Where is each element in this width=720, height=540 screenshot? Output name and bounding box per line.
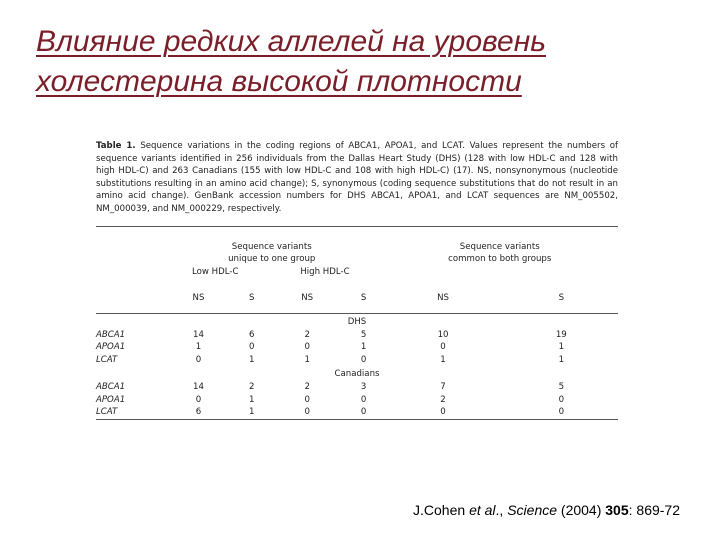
table-row xyxy=(96,394,618,407)
table-cell: 19 xyxy=(555,329,567,340)
table-cell: 1 xyxy=(195,342,202,353)
group-unique-header: Sequence variants unique to one group xyxy=(228,241,316,265)
table-cell: 2 xyxy=(304,381,310,392)
gene-name: ABCA1 xyxy=(96,381,126,392)
citation-volume: 305 xyxy=(605,502,629,518)
table-cell: 1 xyxy=(235,406,269,419)
table-cell: 1 xyxy=(360,342,367,353)
section-label: DHS xyxy=(96,313,618,328)
column-header-row xyxy=(96,278,618,313)
table-cell: 14 xyxy=(192,329,204,340)
table-cell: 14 xyxy=(192,381,204,392)
table-cell: 0 xyxy=(269,406,346,419)
citation: J.Cohen et al., Science (2004) 305: 869-72 xyxy=(413,502,680,518)
gene-name: LCAT xyxy=(96,406,162,419)
table-cell: 0 xyxy=(304,394,310,405)
table-cell: 0 xyxy=(346,406,382,419)
table-row xyxy=(96,341,618,354)
section-label: Canadians xyxy=(334,369,380,380)
table-cell: 0 xyxy=(381,406,504,419)
col-ns: NS xyxy=(437,293,449,304)
col-ns: NS xyxy=(192,293,205,304)
hdl-header-row xyxy=(96,266,618,279)
table-cell: 7 xyxy=(440,381,446,392)
table-cell: 2 xyxy=(440,394,446,405)
section-row xyxy=(96,366,618,381)
table-cell: 1 xyxy=(304,354,310,365)
gene-name: APOA1 xyxy=(96,342,126,353)
col-s: S xyxy=(360,293,367,304)
col-s: S xyxy=(558,293,565,304)
table-cell: 2 xyxy=(248,381,255,392)
gene-name: LCAT xyxy=(96,354,118,365)
variants-table xyxy=(96,227,618,420)
col-s: S xyxy=(248,293,255,304)
table-cell: 5 xyxy=(360,329,367,340)
table-cell: 10 xyxy=(437,329,449,340)
group-common-header: Sequence variants common to both groups xyxy=(448,241,552,265)
table-cell: 0 xyxy=(248,342,255,353)
table-cell: 0 xyxy=(304,342,310,353)
slide-title-line-2: холестерина высокой плотности xyxy=(36,65,522,98)
table-caption xyxy=(96,140,618,216)
table-cell: 0 xyxy=(360,354,367,365)
table-cell: 2 xyxy=(304,329,310,340)
table-cell: 1 xyxy=(440,354,446,365)
table-cell: 1 xyxy=(558,342,565,353)
col-ns: NS xyxy=(301,293,314,304)
table-cell: 0 xyxy=(440,342,446,353)
sequence-variation-table xyxy=(96,140,618,420)
table-cell: 0 xyxy=(558,394,565,405)
table-row xyxy=(96,354,618,367)
gene-name: APOA1 xyxy=(96,394,126,405)
citation-etal: et al xyxy=(469,502,496,518)
high-hdl-header: High HDL-C xyxy=(300,266,350,277)
low-hdl-header: Low HDL-C xyxy=(192,266,239,277)
slide-title xyxy=(36,22,696,102)
table-cell: 1 xyxy=(558,354,565,365)
slide-title-line-1: Влияние редких аллелей на уровень xyxy=(36,25,547,58)
table-body xyxy=(96,313,618,419)
citation-journal: Science xyxy=(507,502,558,518)
table-cell: 0 xyxy=(195,354,202,365)
table-row xyxy=(96,381,618,394)
table-cell: 5 xyxy=(558,381,565,392)
table-cell: 1 xyxy=(248,394,255,405)
table-cell: 3 xyxy=(360,381,367,392)
table-row xyxy=(96,406,618,419)
table-cell: 0 xyxy=(360,394,367,405)
table-row xyxy=(96,329,618,342)
table-cell: 6 xyxy=(248,329,255,340)
group-header-row xyxy=(96,227,618,266)
gene-name: ABCA1 xyxy=(96,329,126,340)
table-caption-label: Table 1. xyxy=(96,141,136,151)
table-cell: 0 xyxy=(505,406,618,419)
table-caption-text: Sequence variations in the coding regions of ABCA1, APOA1, and LCAT. Values represent the numbers of sequence variants identified in 256 individuals from the Dallas Heart Study (DHS) (128 with low HDL-C and 128 with high HDL-C) and 263 Canadians (155 with low HDL-C and 108 with high HDL-C) (17). NS, nonsynonymous (nucleotide substitutions resulting in an amino acid change); S, synonymous (coding sequence substitutions that do not result in an amino acid change). GenBank accession numbers for DHS ABCA1, APOA1, and LCAT sequences are NM_005502, NM_000039, and NM_000229, respectively. xyxy=(96,141,619,214)
table-cell: 1 xyxy=(248,354,255,365)
section-row xyxy=(96,313,618,328)
table-cell: 6 xyxy=(162,406,235,419)
table-cell: 0 xyxy=(195,394,202,405)
